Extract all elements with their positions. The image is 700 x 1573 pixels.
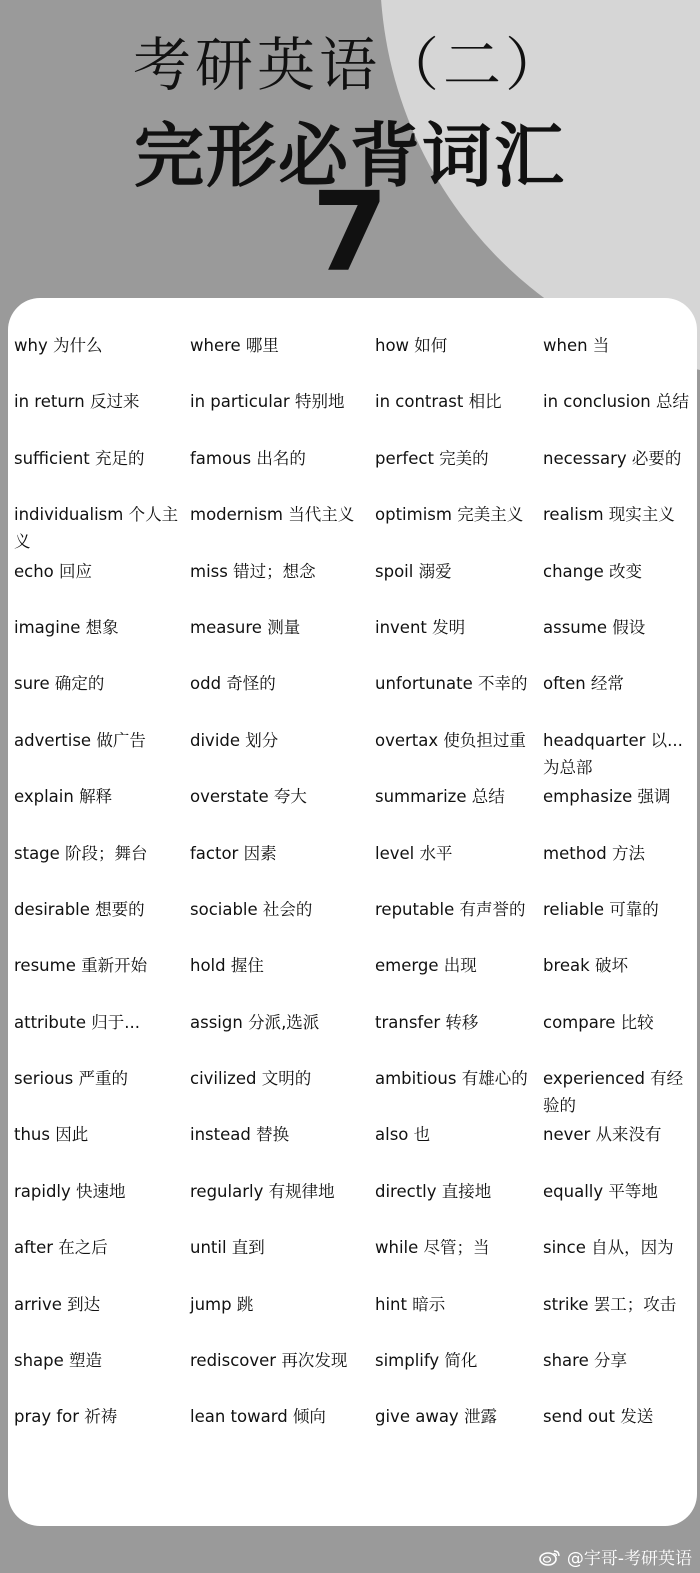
vocab-entry: emphasize 强调 xyxy=(543,787,671,807)
vocab-entry: why 为什么 xyxy=(14,336,103,355)
title-exam: 考研英语（二） xyxy=(132,31,567,99)
header xyxy=(0,0,700,300)
vocab-entry: civilized 文明的 xyxy=(190,1069,312,1089)
vocab-entry: unfortunate 不幸的 xyxy=(375,674,528,694)
vocab-entry: overtax 使负担过重 xyxy=(375,730,526,750)
vocab-row xyxy=(14,896,699,952)
vocab-entry: also 也 xyxy=(375,1125,431,1145)
vocab-entry: sure 确定的 xyxy=(14,674,105,694)
vocab-row xyxy=(14,952,699,1008)
vocab-entry: in return 反过来 xyxy=(14,392,140,412)
vocab-entry: odd 奇怪的 xyxy=(190,674,276,694)
vocab-entry: until 直到 xyxy=(190,1238,265,1258)
watermark xyxy=(539,1544,692,1569)
vocab-entry: measure 测量 xyxy=(190,617,301,637)
vocab-row xyxy=(14,783,699,839)
vocab-entry: thus 因此 xyxy=(14,1125,89,1145)
vocab-row xyxy=(14,1065,699,1121)
vocab-entry: rapidly 快速地 xyxy=(14,1181,126,1201)
vocab-entry: jump 跳 xyxy=(190,1294,254,1314)
title-topic: 完形必背词汇 xyxy=(134,115,566,197)
vocab-entry: never 从来没有 xyxy=(543,1125,662,1145)
vocab-row xyxy=(14,388,699,444)
vocab-entry: famous 出名的 xyxy=(190,448,306,468)
vocab-entry: share 分享 xyxy=(543,1351,627,1371)
vocab-entry: invent 发明 xyxy=(375,617,466,637)
vocab-entry: equally 平等地 xyxy=(543,1181,658,1201)
vocab-entry: desirable 想要的 xyxy=(14,899,145,919)
vocab-entry: divide 划分 xyxy=(190,730,279,750)
vocab-entry: break 破坏 xyxy=(543,956,628,976)
vocab-entry: headquarter 以...为总部 xyxy=(543,730,683,777)
vocab-entry: arrive 到达 xyxy=(14,1294,101,1314)
vocab-row xyxy=(14,1121,699,1177)
vocab-entry: send out 发送 xyxy=(543,1407,654,1427)
vocab-entry: in contrast 相比 xyxy=(375,392,502,412)
vocab-entry: reliable 可靠的 xyxy=(543,899,659,919)
vocab-row xyxy=(14,1009,699,1065)
vocab-entry: miss 错过；想念 xyxy=(190,561,316,581)
vocab-entry: give away 泄露 xyxy=(375,1407,497,1427)
vocab-row xyxy=(14,727,699,783)
vocab-entry: sociable 社会的 xyxy=(190,899,313,919)
vocab-row xyxy=(14,840,699,896)
vocab-entry: after 在之后 xyxy=(14,1238,108,1258)
vocab-entry: strike 罢工；攻击 xyxy=(543,1294,677,1314)
vocab-entry: in conclusion 总结 xyxy=(543,392,690,412)
vocab-entry: summarize 总结 xyxy=(375,787,505,807)
title-number: 7 xyxy=(311,168,389,296)
vocab-entry: hold 握住 xyxy=(190,956,264,976)
vocab-entry: reputable 有声誉的 xyxy=(375,899,526,919)
vocab-grid xyxy=(14,332,699,1460)
vocab-entry: explain 解释 xyxy=(14,787,113,807)
vocab-entry: regularly 有规律地 xyxy=(190,1181,335,1201)
vocab-entry: often 经常 xyxy=(543,674,624,694)
vocab-entry: lean toward 倾向 xyxy=(190,1407,326,1427)
vocab-entry: assume 假设 xyxy=(543,617,646,637)
vocab-row xyxy=(14,558,699,614)
vocab-entry: transfer 转移 xyxy=(375,1012,479,1032)
vocab-entry: advertise 做广告 xyxy=(14,730,146,750)
vocab-entry: necessary 必要的 xyxy=(543,448,682,468)
vocab-entry: method 方法 xyxy=(543,843,645,863)
vocab-row xyxy=(14,332,699,388)
vocab-entry: emerge 出现 xyxy=(375,956,477,976)
vocab-entry: modernism 当代主义 xyxy=(190,505,355,525)
vocab-entry: since 自从，因为 xyxy=(543,1238,674,1258)
vocab-row xyxy=(14,614,699,670)
vocab-entry: shape 塑造 xyxy=(14,1351,103,1371)
vocab-entry: individualism 个人主义 xyxy=(14,505,179,552)
vocab-entry: serious 严重的 xyxy=(14,1069,129,1089)
vocab-entry: resume 重新开始 xyxy=(14,956,148,976)
vocab-entry: when 当 xyxy=(543,336,610,355)
vocab-row xyxy=(14,670,699,726)
vocab-entry: experienced 有经验的 xyxy=(543,1069,684,1116)
vocab-row xyxy=(14,1234,699,1290)
vocab-entry: instead 替换 xyxy=(190,1125,290,1145)
vocab-entry: assign 分派,选派 xyxy=(190,1012,320,1032)
vocab-entry: perfect 完美的 xyxy=(375,448,489,468)
vocab-entry: compare 比较 xyxy=(543,1012,654,1032)
vocab-entry: level 水平 xyxy=(375,843,453,863)
vocab-card xyxy=(8,298,697,1526)
vocab-entry: change 改变 xyxy=(543,561,642,581)
vocab-row xyxy=(14,1178,699,1234)
vocab-entry: echo 回应 xyxy=(14,561,93,581)
vocab-entry: simplify 简化 xyxy=(375,1351,478,1371)
vocab-entry: stage 阶段；舞台 xyxy=(14,843,148,863)
vocab-entry: hint 暗示 xyxy=(375,1294,446,1314)
vocab-entry: rediscover 再次发现 xyxy=(190,1351,348,1371)
vocab-entry: how 如何 xyxy=(375,336,448,355)
vocab-row xyxy=(14,1403,699,1459)
vocab-entry: ambitious 有雄心的 xyxy=(375,1069,528,1089)
vocab-entry: optimism 完美主义 xyxy=(375,505,524,525)
vocab-entry: spoil 溺爱 xyxy=(375,561,452,581)
vocab-row xyxy=(14,1291,699,1347)
vocab-row xyxy=(14,445,699,501)
vocab-entry: attribute 归于... xyxy=(14,1012,140,1032)
vocab-entry: sufficient 充足的 xyxy=(14,448,145,468)
vocab-entry: while 尽管；当 xyxy=(375,1238,490,1258)
vocab-entry: where 哪里 xyxy=(190,336,279,355)
vocab-entry: realism 现实主义 xyxy=(543,505,675,525)
weibo-icon xyxy=(539,1548,561,1566)
vocab-entry: imagine 想象 xyxy=(14,617,119,637)
vocab-row xyxy=(14,501,699,557)
vocab-entry: pray for 祈祷 xyxy=(14,1407,118,1427)
vocab-entry: factor 因素 xyxy=(190,843,277,863)
vocab-entry: in particular 特别地 xyxy=(190,392,345,412)
vocab-entry: directly 直接地 xyxy=(375,1181,492,1201)
vocab-row xyxy=(14,1347,699,1403)
watermark-text: @宇哥-考研英语 xyxy=(566,1549,692,1569)
vocab-entry: overstate 夸大 xyxy=(190,787,307,807)
